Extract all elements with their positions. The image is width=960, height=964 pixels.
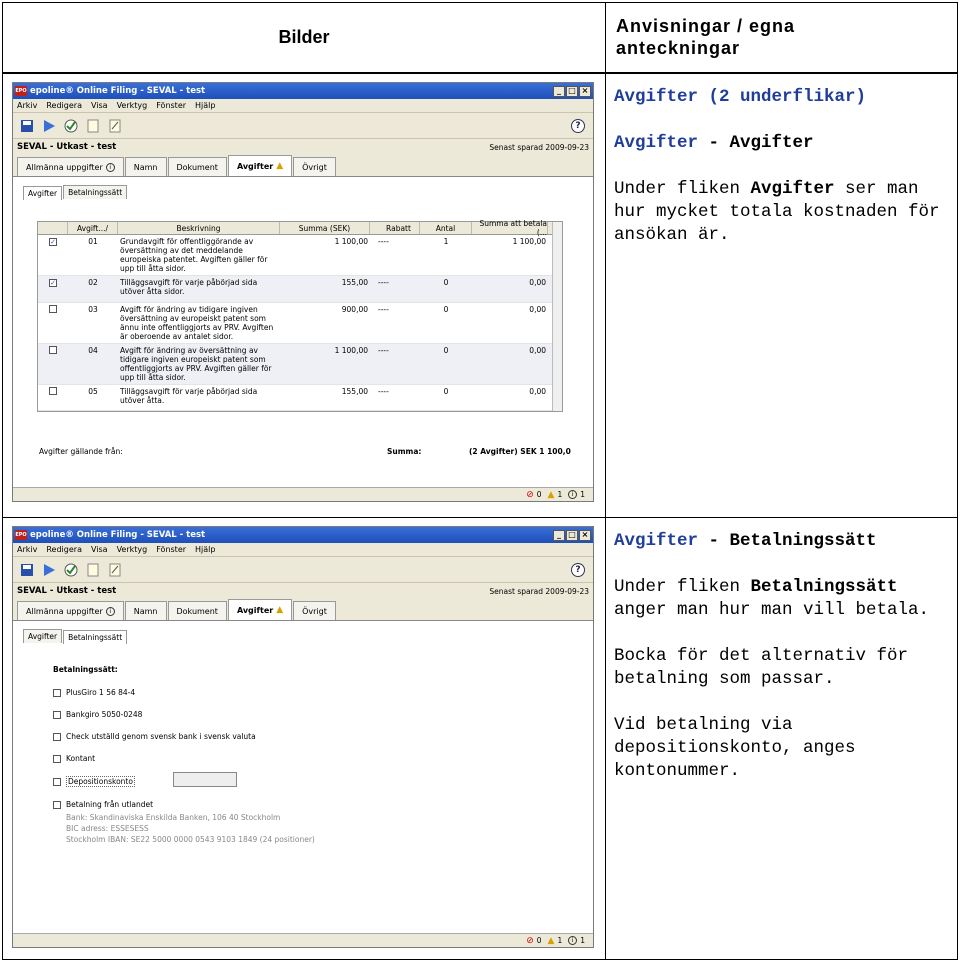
fee-total: 0,00 xyxy=(529,278,546,287)
payment-option xyxy=(53,710,315,719)
notes-sub-b: Avgifter xyxy=(729,133,814,153)
screenshot-betalningssatt xyxy=(12,526,594,948)
menu-hjalp[interactable]: Hjälp xyxy=(195,101,216,110)
fee-code: 03 xyxy=(88,305,98,314)
warning-count: 1 xyxy=(557,936,563,945)
subtab-betalningssatt[interactable]: Betalningssätt xyxy=(63,185,127,199)
toolbar xyxy=(13,557,593,583)
fee-antal: 0 xyxy=(443,387,449,396)
tab-dokument[interactable] xyxy=(168,157,227,176)
footer-sum-value: (2 Avgifter) SEK 1 100,0 xyxy=(469,447,571,456)
saved-date: Senast sparad 2009-09-23 xyxy=(489,586,589,596)
header-bilder: Bilder xyxy=(3,3,605,73)
col-beskrivning[interactable]: Beskrivning xyxy=(118,222,280,234)
close-icon[interactable]: × xyxy=(579,86,591,97)
table-row xyxy=(38,235,562,276)
toolbar xyxy=(13,113,593,139)
fee-checkbox[interactable]: ✓ xyxy=(50,238,56,246)
header-anvisningar-line2: anteckningar xyxy=(616,38,741,58)
fee-antal: 0 xyxy=(443,346,449,355)
tab-allmanna-uppgifter[interactable] xyxy=(17,601,124,620)
footer-sum-label: Summa: xyxy=(387,447,422,456)
notes-betalningssatt xyxy=(614,530,952,783)
fee-sum: 1 100,00 xyxy=(334,346,368,355)
doc-title: SEVAL - Utkast - test xyxy=(17,586,117,596)
minimize-icon[interactable]: _ xyxy=(553,530,565,541)
payment-options xyxy=(53,665,315,845)
fee-rabatt: ---- xyxy=(378,305,389,314)
bank-info xyxy=(53,812,315,845)
save-icon[interactable] xyxy=(19,562,35,578)
tab-label: Dokument xyxy=(176,606,218,616)
saved-date: Senast sparad 2009-09-23 xyxy=(489,142,589,152)
col-antal[interactable]: Antal xyxy=(420,222,472,234)
payment-title: Betalningssätt: xyxy=(53,665,118,674)
betalningssatt-panel xyxy=(13,621,593,935)
tab-label: Dokument xyxy=(176,162,218,172)
notes-paragraph xyxy=(614,576,952,622)
menu-visa[interactable]: Visa xyxy=(90,545,108,554)
tab-ovrigt[interactable] xyxy=(293,157,336,176)
tab-label: Övrigt xyxy=(302,162,327,172)
subtab-avgifter[interactable]: Avgifter xyxy=(23,629,62,643)
error-icon: ⊘ xyxy=(526,935,534,946)
payment-label: Bankgiro 5050-0248 xyxy=(66,710,143,719)
window-title: epoline® Online Filing - SEVAL - test xyxy=(30,86,206,96)
fee-code: 02 xyxy=(88,278,98,287)
payment-checkbox[interactable] xyxy=(53,778,61,786)
fee-code: 05 xyxy=(88,387,98,396)
tab-avgifter[interactable] xyxy=(228,599,292,620)
table-row xyxy=(38,344,562,385)
col-check xyxy=(38,222,68,234)
menu-verktyg[interactable]: Verktyg xyxy=(116,101,148,110)
tab-label: Avgifter xyxy=(236,605,274,615)
notes-text: Under fliken xyxy=(614,179,751,199)
notes-heading: Avgifter (2 underflikar) xyxy=(614,87,867,107)
status-bar xyxy=(13,933,593,947)
tab-allmanna-uppgifter[interactable] xyxy=(17,157,124,176)
help-icon[interactable]: ? xyxy=(571,119,585,133)
status-bar xyxy=(13,487,593,501)
validate-icon[interactable] xyxy=(63,118,79,134)
warning-icon: ▲ xyxy=(276,605,284,615)
maximize-icon[interactable]: □ xyxy=(566,530,578,541)
sign-icon[interactable] xyxy=(107,118,123,134)
notes-sub-a: Avgifter xyxy=(614,531,699,551)
notes-bold: Betalningssätt xyxy=(750,577,898,597)
col-avgift[interactable]: Avgift.../ xyxy=(68,222,118,234)
avgifter-panel xyxy=(13,177,593,488)
info-icon: i xyxy=(106,163,115,172)
document-icon[interactable] xyxy=(85,562,101,578)
fee-sum: 155,00 xyxy=(341,387,368,396)
subtabs xyxy=(13,621,593,643)
tab-namn[interactable] xyxy=(125,601,167,620)
fee-desc: Grundavgift för offentliggörande av översättning av det meddelande europeiska patentet. Avgiften gäller för upp till åtta sidor. xyxy=(120,237,268,273)
table-scrollbar[interactable] xyxy=(552,222,562,411)
menu-hjalp[interactable]: Hjälp xyxy=(195,545,216,554)
tab-ovrigt[interactable] xyxy=(293,601,336,620)
fee-rabatt: ---- xyxy=(378,278,389,287)
fee-total: 0,00 xyxy=(529,346,546,355)
menu-visa[interactable]: Visa xyxy=(90,101,108,110)
payment-label: Betalning från utlandet xyxy=(66,800,154,809)
fee-antal: 0 xyxy=(443,305,449,314)
fee-checkbox[interactable] xyxy=(49,305,57,313)
warning-icon: ▲ xyxy=(276,161,284,171)
document-icon[interactable] xyxy=(85,118,101,134)
fee-total: 1 100,00 xyxy=(512,237,546,246)
tab-avgifter[interactable] xyxy=(228,155,292,176)
info-icon: i xyxy=(568,490,577,499)
menu-redigera[interactable]: Redigera xyxy=(46,101,82,110)
fee-total: 0,00 xyxy=(529,305,546,314)
save-icon[interactable] xyxy=(19,118,35,134)
notes-text: ser man hur mycket totala kostnaden för ansökan är. xyxy=(614,179,940,245)
fee-checkbox[interactable] xyxy=(49,346,57,354)
error-count: 0 xyxy=(536,490,542,499)
payment-label: Check utställd genom svensk bank i svensk valuta xyxy=(66,732,256,741)
tab-label: Avgifter xyxy=(236,161,274,171)
warning-icon: ▲ xyxy=(547,489,555,500)
notes-avgifter xyxy=(614,86,952,247)
main-tabs xyxy=(13,599,593,621)
sign-icon[interactable] xyxy=(107,562,123,578)
menu-bar xyxy=(13,543,593,557)
notes-paragraph: Bocka för det alternativ för betalning som passar. xyxy=(614,646,909,689)
payment-option xyxy=(53,754,315,763)
fee-rabatt: ---- xyxy=(378,237,389,246)
epo-logo-icon: EPO xyxy=(15,532,27,538)
menu-arkiv[interactable]: Arkiv xyxy=(17,101,38,110)
error-count: 0 xyxy=(536,936,542,945)
bank-line: Bank: Skandinaviska Enskilda Banken, 106 40 Stockholm xyxy=(66,813,281,822)
help-icon[interactable]: ? xyxy=(571,563,585,577)
fee-desc: Tilläggsavgift för varje påbörjad sida utöver åtta sidor. xyxy=(120,278,258,296)
payment-checkbox[interactable] xyxy=(53,711,61,719)
tab-label: Övrigt xyxy=(302,606,327,616)
fee-rabatt: ---- xyxy=(378,387,389,396)
fee-code: 01 xyxy=(88,237,98,246)
error-icon: ⊘ xyxy=(526,489,534,500)
bank-line: Stockholm IBAN: SE22 5000 0000 0543 9103 1849 (24 positioner) xyxy=(66,835,315,844)
payment-label: Kontant xyxy=(66,754,96,763)
fee-desc: Tilläggsavgift för varje påbörjad sida utöver åtta. xyxy=(120,387,258,405)
payment-option xyxy=(53,776,315,787)
notes-subheading: Avgifter - Betalningssätt xyxy=(614,531,877,551)
fee-total: 0,00 xyxy=(529,387,546,396)
maximize-icon[interactable]: □ xyxy=(566,86,578,97)
payment-label: PlusGiro 1 56 84-4 xyxy=(66,688,136,697)
row-divider-1 xyxy=(3,517,957,518)
info-count: 1 xyxy=(580,490,585,499)
notes-sub-b: Betalningssätt xyxy=(729,531,877,551)
minimize-icon[interactable]: _ xyxy=(553,86,565,97)
fee-desc: Avgift för ändring av tidigare ingiven översättning av europeiskt patent som ännu inte offentliggjorts av PRV. Avgiften är oberoende av antalet sidor. xyxy=(120,305,274,341)
warning-icon: ▲ xyxy=(547,935,555,946)
payment-checkbox[interactable] xyxy=(53,755,61,763)
doc-title: SEVAL - Utkast - test xyxy=(17,142,117,152)
header-anvisningar xyxy=(606,3,958,73)
play-icon[interactable] xyxy=(41,118,57,134)
tab-dokument[interactable] xyxy=(168,601,227,620)
tab-label: Allmänna uppgifter xyxy=(26,162,103,172)
fee-checkbox[interactable] xyxy=(49,387,57,395)
notes-text: Under fliken xyxy=(614,577,751,597)
fee-table xyxy=(37,221,563,412)
info-icon: i xyxy=(568,936,577,945)
notes-subheading: Avgifter - Avgifter xyxy=(614,133,814,153)
fee-antal: 1 xyxy=(443,237,449,246)
col-summa-att-betala[interactable]: Summa att betala (... xyxy=(472,222,548,234)
footer-valid-from: Avgifter gällande från: xyxy=(39,447,123,456)
deposit-account-input[interactable] xyxy=(173,772,237,787)
subtab-betalningssatt[interactable]: Betalningssätt xyxy=(63,630,127,644)
col-summa[interactable]: Summa (SEK) xyxy=(280,222,370,234)
notes-text: anger man hur man vill betala. xyxy=(614,600,930,620)
table-row xyxy=(38,303,562,344)
epo-logo-icon: EPO xyxy=(15,88,27,94)
info-icon: i xyxy=(106,607,115,616)
close-icon[interactable]: × xyxy=(579,530,591,541)
tab-label: Allmänna uppgifter xyxy=(26,606,103,616)
title-bar xyxy=(13,83,593,99)
fee-code: 04 xyxy=(88,346,98,355)
payment-option xyxy=(53,800,315,809)
tab-label: Namn xyxy=(133,162,158,172)
notes-sub-a: Avgifter xyxy=(614,133,699,153)
play-icon[interactable] xyxy=(41,562,57,578)
notes-paragraph: Vid betalning via depositionskonto, anges kontonummer. xyxy=(614,715,856,781)
fee-sum: 900,00 xyxy=(341,305,368,314)
title-bar xyxy=(13,527,593,543)
menu-fonster[interactable]: Fönster xyxy=(156,545,187,554)
payment-label: Depositionskonto xyxy=(68,777,133,786)
row-divider-header xyxy=(3,73,957,74)
fee-rabatt: ---- xyxy=(378,346,389,355)
fee-checkbox[interactable]: ✓ xyxy=(50,279,56,287)
menu-bar xyxy=(13,99,593,113)
validate-icon[interactable] xyxy=(63,562,79,578)
menu-redigera[interactable]: Redigera xyxy=(46,545,82,554)
tab-namn[interactable] xyxy=(125,157,167,176)
menu-fonster[interactable]: Fönster xyxy=(156,101,187,110)
main-tabs xyxy=(13,155,593,177)
col-rabatt[interactable]: Rabatt xyxy=(370,222,420,234)
table-row xyxy=(38,276,562,303)
payment-checkbox[interactable] xyxy=(53,733,61,741)
warning-count: 1 xyxy=(557,490,563,499)
doc-bar xyxy=(13,139,593,155)
fee-antal: 0 xyxy=(443,278,449,287)
fee-sum: 155,00 xyxy=(341,278,368,287)
header-anvisningar-line1: Anvisningar / egna xyxy=(616,16,796,36)
subtabs xyxy=(13,177,593,199)
window-title: epoline® Online Filing - SEVAL - test xyxy=(30,530,206,540)
screenshot-avgifter xyxy=(12,82,594,502)
menu-arkiv[interactable]: Arkiv xyxy=(17,545,38,554)
payment-option xyxy=(53,732,315,741)
table-row xyxy=(38,385,562,411)
doc-bar xyxy=(13,583,593,599)
subtab-avgifter[interactable]: Avgifter xyxy=(23,186,62,200)
column-divider xyxy=(605,3,606,959)
payment-checkbox[interactable] xyxy=(53,689,61,697)
fee-desc: Avgift för ändring av översättning av tidigare ingiven europeiskt patent som offentliggjorts av PRV. Avgiften gäller för upp till åtta sidor. xyxy=(120,346,272,382)
tab-label: Namn xyxy=(133,606,158,616)
bank-line: BIC adress: ESSESESS xyxy=(66,824,149,833)
notes-bold: Avgifter xyxy=(750,179,835,199)
menu-verktyg[interactable]: Verktyg xyxy=(116,545,148,554)
notes-paragraph xyxy=(614,178,952,247)
fee-sum: 1 100,00 xyxy=(334,237,368,246)
payment-option xyxy=(53,688,315,697)
info-count: 1 xyxy=(580,936,585,945)
fee-table-header xyxy=(38,219,562,237)
payment-checkbox[interactable] xyxy=(53,801,61,809)
